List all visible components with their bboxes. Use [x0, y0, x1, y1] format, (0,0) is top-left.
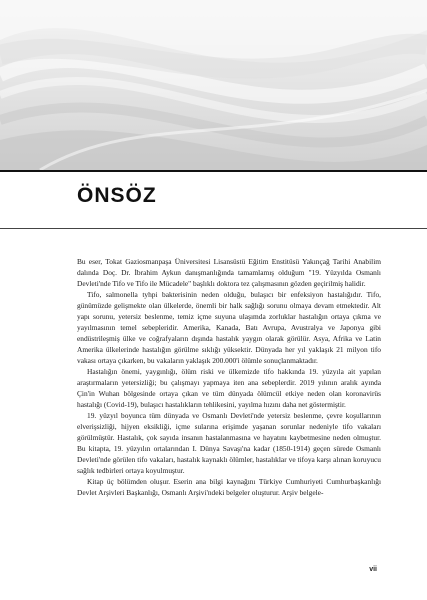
paragraph: 19. yüzyıl boyunca tüm dünyada ve Osmanlı Devleti'nde yetersiz beslenme, çevre koşullarının elverişsizliği, hijyen eksikliği, içme sularına erişimde yaşanan sorunlar nedeniyle tifo vakaları görülmüştür. Hastalık, çok sayıda insanın hastalanmasına ve hayatını kaybetmesine neden olmuştur. Bu kitapta, 19. yüzyılın ortalarından I. Dünya Savaşı'na kadar (1850-1914) geçen sürede Osmanlı Devleti'nde görülen tifo vakaları, hastalık kaynaklı ölümler, hastalıklar ve tifoya karşı alınan koruyucu sağlık tedbirleri ortaya koyulmuştur. [77, 411, 381, 475]
foreword-body [77, 256, 381, 498]
page-number: vii [369, 566, 377, 573]
paragraph: Hastalığın önemi, yaygınlığı, ölüm riski ve ülkemizde tifo hakkında 19. yüzyıla ait yapılan araştırmaların yetersizliği; bu çalışmayı yapmaya iten ana sebeplerdir. 2019 yılının aralık ayında Çin'in Wuhan bölgesinde ortaya çıkan ve tüm dünyada ölümcül etkiye neden olan koronavirüs hastalığı (Covid-19), bulaşıcı hastalıkların tehlikesini, yayılma hızını daha net göstermiştir. [77, 367, 381, 409]
paragraph: Bu eser, Tokat Gaziosmanpaşa Üniversitesi Lisansüstü Eğitim Enstitüsü Yakınçağ Tarihi Anabilim dalında Doç. Dr. İbrahim Aykun danışmanlığında tamamlamış olduğum "19. Yüzyılda Osmanlı Devleti'nde Tifo ve Tifo ile Mücadele" başlıklı doktora tez çalışmasının gözden geçirilmiş halidir. [77, 257, 381, 288]
paragraph: Kitap üç bölümden oluşur. Eserin ana bilgi kaynağını Türkiye Cumhuriyeti Cumhurbaşkanlığı Devlet Arşivleri Başkanlığı, Osmanlı Arşivi'ndeki belgeler oluşturur. Arşiv belgele- [77, 477, 381, 497]
banner-bottom-rule [0, 170, 427, 172]
paragraph: Tifo, salmonella tyhpi bakterisinin neden olduğu, bulaşıcı bir enfeksiyon hastalığıdır. Tifo, günümüzde gelişmekte olan ülkelerde, önemli bir halk sağlığı sorunu olmaya devam etmektedir. Alt yapı sorunu, yetersiz beslenme, temiz içme suyuna ulaşımda zorluklar hastalığın ortaya çıkma ve yayılmasının temel sebepleridir. Amerika, Kanada, Batı Avrupa, Avustralya ve Japonya gibi endüstrileşmiş ülke ve coğrafyaların dışında hastalık yaygın olarak görülür. Asya, Afrika ve Latin Amerika ülkelerinde hastalığın görülme sıklığı yüksektir. Dünyada her yıl yaklaşık 21 milyon tifo vakası ortaya çıkarken, bu vakaların yaklaşık 200.000'i ölümle sonuçlanmaktadır. [77, 290, 381, 365]
decorative-banner [0, 0, 427, 170]
wave-pattern-graphic [0, 0, 427, 170]
page-title: ÖNSÖZ [77, 184, 157, 207]
title-underline-rule [0, 228, 427, 229]
